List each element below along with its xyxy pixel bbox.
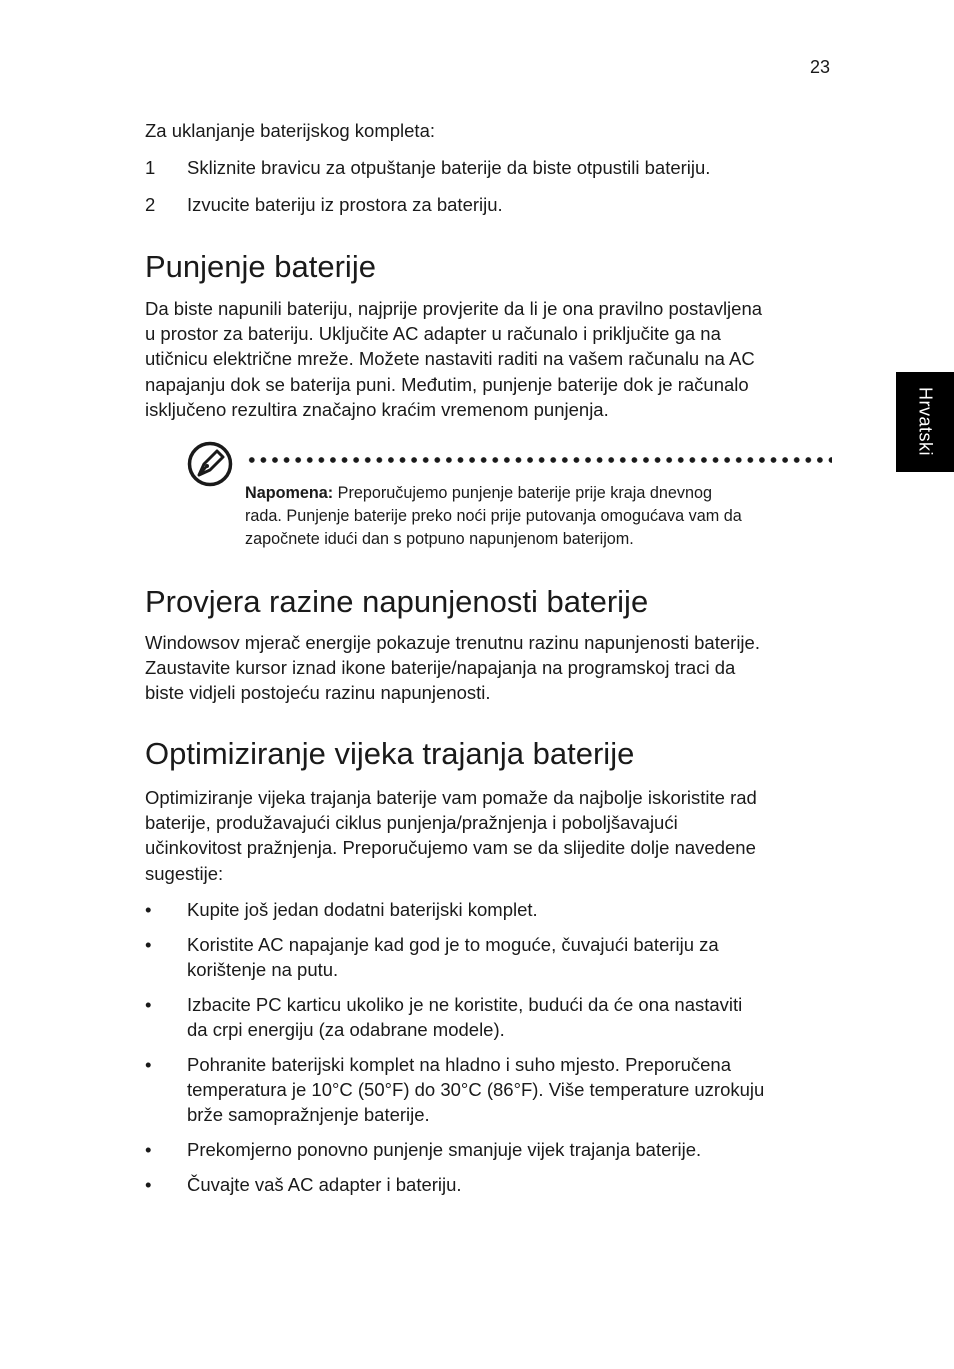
note-line: započnete idući dan s potpuno napunjenom baterijom. xyxy=(245,530,634,548)
bullet-text: Koristite AC napajanje kad god je to moguće, čuvajući bateriju za xyxy=(187,934,719,955)
step-text: Skliznite bravicu za otpuštanje baterije da biste otpustili bateriju. xyxy=(187,157,711,178)
intro-text: Za uklanjanje baterijskog kompleta: xyxy=(145,120,435,141)
text-line: Da biste napunili bateriju, najprije provjerite da li je ona pravilno postavljena xyxy=(145,298,763,319)
bullet-text: Čuvajte vaš AC adapter i bateriju. xyxy=(187,1174,462,1195)
text-line: biste vidjeli postojeću razinu napunjenosti. xyxy=(145,682,491,704)
bullet-mark: • xyxy=(145,899,152,920)
bullet-mark: • xyxy=(145,1174,152,1195)
text-line: Zaustavite kursor iznad ikone baterije/napajanja na programskoj traci da xyxy=(145,657,736,679)
section-body-charging xyxy=(145,296,835,422)
bullet-text: Kupite još jedan dodatni baterijski komplet. xyxy=(187,899,538,920)
note-text xyxy=(245,482,835,551)
section-heading-charging: Punjenje baterije xyxy=(145,249,376,284)
language-side-tab xyxy=(896,372,954,472)
step-number: 2 xyxy=(145,194,156,215)
text-line: Optimiziranje vijeka trajanja baterije vam pomaže da najbolje iskoristite rad xyxy=(145,787,757,808)
step-number: 1 xyxy=(145,157,156,178)
note-dotted-divider xyxy=(246,457,832,463)
text-line: baterije, produžavajući ciklus punjenja/pražnjenja i poboljšavajući xyxy=(145,812,678,834)
text-line: isključeno rezultira značajno kraćim vremenom punjenja. xyxy=(145,398,609,420)
note-pen-icon xyxy=(186,440,234,488)
side-tab-label: Hrvatski xyxy=(915,387,936,457)
bullet-text: korištenje na putu. xyxy=(187,959,339,981)
text-line: utičnicu električne mreže. Možete nastaviti raditi na vašem računalu na AC xyxy=(145,348,755,370)
step-text: Izvucite bateriju iz prostora za bateriju. xyxy=(187,194,503,215)
section-heading-optimizing: Optimiziranje vijeka trajanja baterije xyxy=(145,736,635,771)
bullet-text: da crpi energiju (za odabrane modele). xyxy=(187,1019,505,1041)
text-line: u prostor za bateriju. Uključite AC adapter u računalo i priključite ga na xyxy=(145,323,721,345)
note-line: rada. Punjenje baterije preko noći prije putovanja omogućava vam da xyxy=(245,507,742,525)
bullet-text: Prekomjerno ponovno punjenje smanjuje vijek trajanja baterije. xyxy=(187,1139,702,1160)
note-label: Napomena: xyxy=(245,484,334,502)
bullet-text: temperatura je 10°C (50°F) do 30°C (86°F). Više temperature uzrokuju xyxy=(187,1079,765,1101)
text-line: sugestije: xyxy=(145,862,224,884)
text-line: Windowsov mjerač energije pokazuje trenutnu razinu napunjenosti baterije. xyxy=(145,632,760,653)
bullet-mark: • xyxy=(145,1054,152,1075)
section-body-optimizing xyxy=(145,785,835,886)
bullet-mark: • xyxy=(145,934,152,955)
bullet-mark: • xyxy=(145,1139,152,1160)
bullet-text: Pohranite baterijski komplet na hladno i suho mjesto. Preporučena xyxy=(187,1054,732,1075)
note-line: Preporučujemo punjenje baterije prije kraja dnevnog xyxy=(333,484,712,502)
text-line: napajanju dok se baterija puni. Međutim, punjenje baterije dok je računalo xyxy=(145,373,749,395)
section-body-level xyxy=(145,630,835,706)
text-line: učinkovitost pražnjenja. Preporučujemo vam se da slijedite dolje navedene xyxy=(145,837,756,859)
page-number: 23 xyxy=(809,57,830,77)
bullet-text: Izbacite PC karticu ukoliko je ne koristite, budući da će ona nastaviti xyxy=(187,994,743,1015)
section-heading-level: Provjera razine napunjenosti baterije xyxy=(145,584,649,619)
bullet-mark: • xyxy=(145,994,152,1015)
bullet-text: brže samopražnjenje baterije. xyxy=(187,1104,430,1126)
